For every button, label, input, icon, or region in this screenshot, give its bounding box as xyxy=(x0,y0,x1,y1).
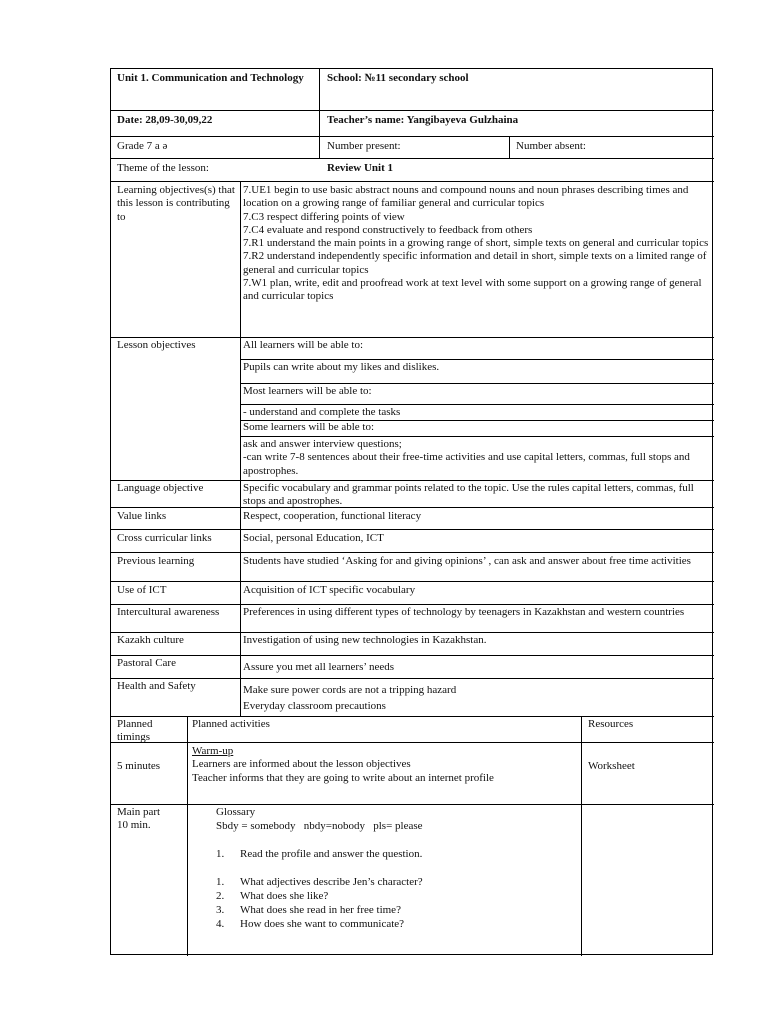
learning-objective: 7.R2 understand independently specific information and detail in short, simple texts on a limited range of general and curricular topics xyxy=(243,250,707,276)
cross-curricular-label: Cross curricular links xyxy=(117,532,212,544)
value-links-value: Respect, cooperation, functional literacy xyxy=(243,510,422,522)
number-present: Number present: xyxy=(327,140,401,152)
glossary-title: Glossary xyxy=(216,806,256,818)
warmup-activities: Warm-up Learners are informed about the lesson objectives Teacher informs that they are going to write about an internet profile xyxy=(192,745,577,785)
teacher-name: Teacher’s name: Yangibayeva Gulzhaina xyxy=(327,114,519,126)
value-links-label: Value links xyxy=(117,510,167,522)
warmup-title: Warm-up xyxy=(192,745,234,757)
main-part-time: Main part 10 min. xyxy=(117,806,161,832)
task-item: 1. Read the profile and answer the question. xyxy=(216,848,423,860)
theme-label: Theme of the lesson: xyxy=(117,162,209,174)
use-of-ict-label: Use of ICT xyxy=(117,584,167,596)
pastoral-care-value: Assure you met all learners’ needs xyxy=(243,661,394,673)
intercultural-value: Preferences in using different types of technology by teenagers in Kazakhstan and western countries xyxy=(243,606,685,618)
unit-title: Unit 1. Communication and Technology xyxy=(117,72,304,84)
most-learners-label: Most learners will be able to: xyxy=(243,385,372,397)
health-safety-value: Make sure power cords are not a tripping hazard Everyday classroom precautions xyxy=(243,684,457,713)
previous-learning-value: Students have studied ‘Asking for and giving opinions’ , can ask and answer about free time activities xyxy=(243,555,691,567)
some-learners-text: ask and answer interview questions; -can write 7-8 sentences about their free-time activities and use capital letters, commas, full stops and apostrophes. xyxy=(243,438,690,477)
language-objective-value: Specific vocabulary and grammar points related to the topic. Use the rules capital letters, commas, full stops and apostrophes. xyxy=(243,482,694,508)
learning-objectives-label: Learning objectives(s) that this lesson is contributing to xyxy=(117,184,235,223)
learning-objectives-list xyxy=(243,184,709,304)
cross-curricular-value: Social, personal Education, ICT xyxy=(243,532,384,544)
pastoral-care-label: Pastoral Care xyxy=(117,657,176,669)
glossary-text: Sbdy = somebody nbdy=nobody pls= please xyxy=(216,820,423,832)
learning-objective: 7.R1 understand the main points in a growing range of short, simple texts on general and curricular topics xyxy=(243,237,709,250)
kazakh-culture-label: Kazakh culture xyxy=(117,634,184,646)
lesson-objectives-label: Lesson objectives xyxy=(117,339,196,351)
learning-objective: 7.C4 evaluate and respond constructively to feedback from others xyxy=(243,223,533,236)
most-learners-text: - understand and complete the tasks xyxy=(243,406,401,418)
col-resources: Resources xyxy=(588,718,634,730)
use-of-ict-value: Acquisition of ICT specific vocabulary xyxy=(243,584,416,596)
all-learners-label: All learners will be able to: xyxy=(243,339,364,351)
col-planned-timings: Planned timings xyxy=(117,718,153,744)
learning-objective: 7.UE1 begin to use basic abstract nouns and compound nouns and noun phrases describing times and location on a growing range of familiar general and curricular topics xyxy=(243,184,689,210)
all-learners-text: Pupils can write about my likes and dislikes. xyxy=(243,361,440,373)
theme-value: Review Unit 1 xyxy=(327,162,393,174)
learning-objective: 7.C3 respect differing points of view xyxy=(243,210,405,223)
language-objective-label: Language objective xyxy=(117,482,204,494)
grade: Grade 7 а ә xyxy=(117,140,168,152)
lesson-plan-table xyxy=(110,68,713,955)
health-safety-label: Health and Safety xyxy=(117,680,196,692)
question-item: 2. What does she like? xyxy=(216,890,329,902)
previous-learning-label: Previous learning xyxy=(117,555,195,567)
some-learners-label: Some learners will be able to: xyxy=(243,421,375,433)
question-item: 3. What does she read in her free time? xyxy=(216,904,401,916)
warmup-resource: Worksheet xyxy=(588,760,635,772)
number-absent: Number absent: xyxy=(516,140,586,152)
school-name: School: №11 secondary school xyxy=(327,72,469,84)
warmup-time: 5 minutes xyxy=(117,760,161,772)
question-item: 4. How does she want to communicate? xyxy=(216,918,405,930)
question-item: 1. What adjectives describe Jen’s character? xyxy=(216,876,423,888)
col-planned-activities: Planned activities xyxy=(192,718,270,730)
lesson-date: Date: 28,09-30,09,22 xyxy=(117,114,213,126)
intercultural-label: Intercultural awareness xyxy=(117,606,220,618)
kazakh-culture-value: Investigation of using new technologies in Kazakhstan. xyxy=(243,634,487,646)
learning-objective: 7.W1 plan, write, edit and proofread work at text level with some support on a growing range of general and curricular topics xyxy=(243,277,702,303)
